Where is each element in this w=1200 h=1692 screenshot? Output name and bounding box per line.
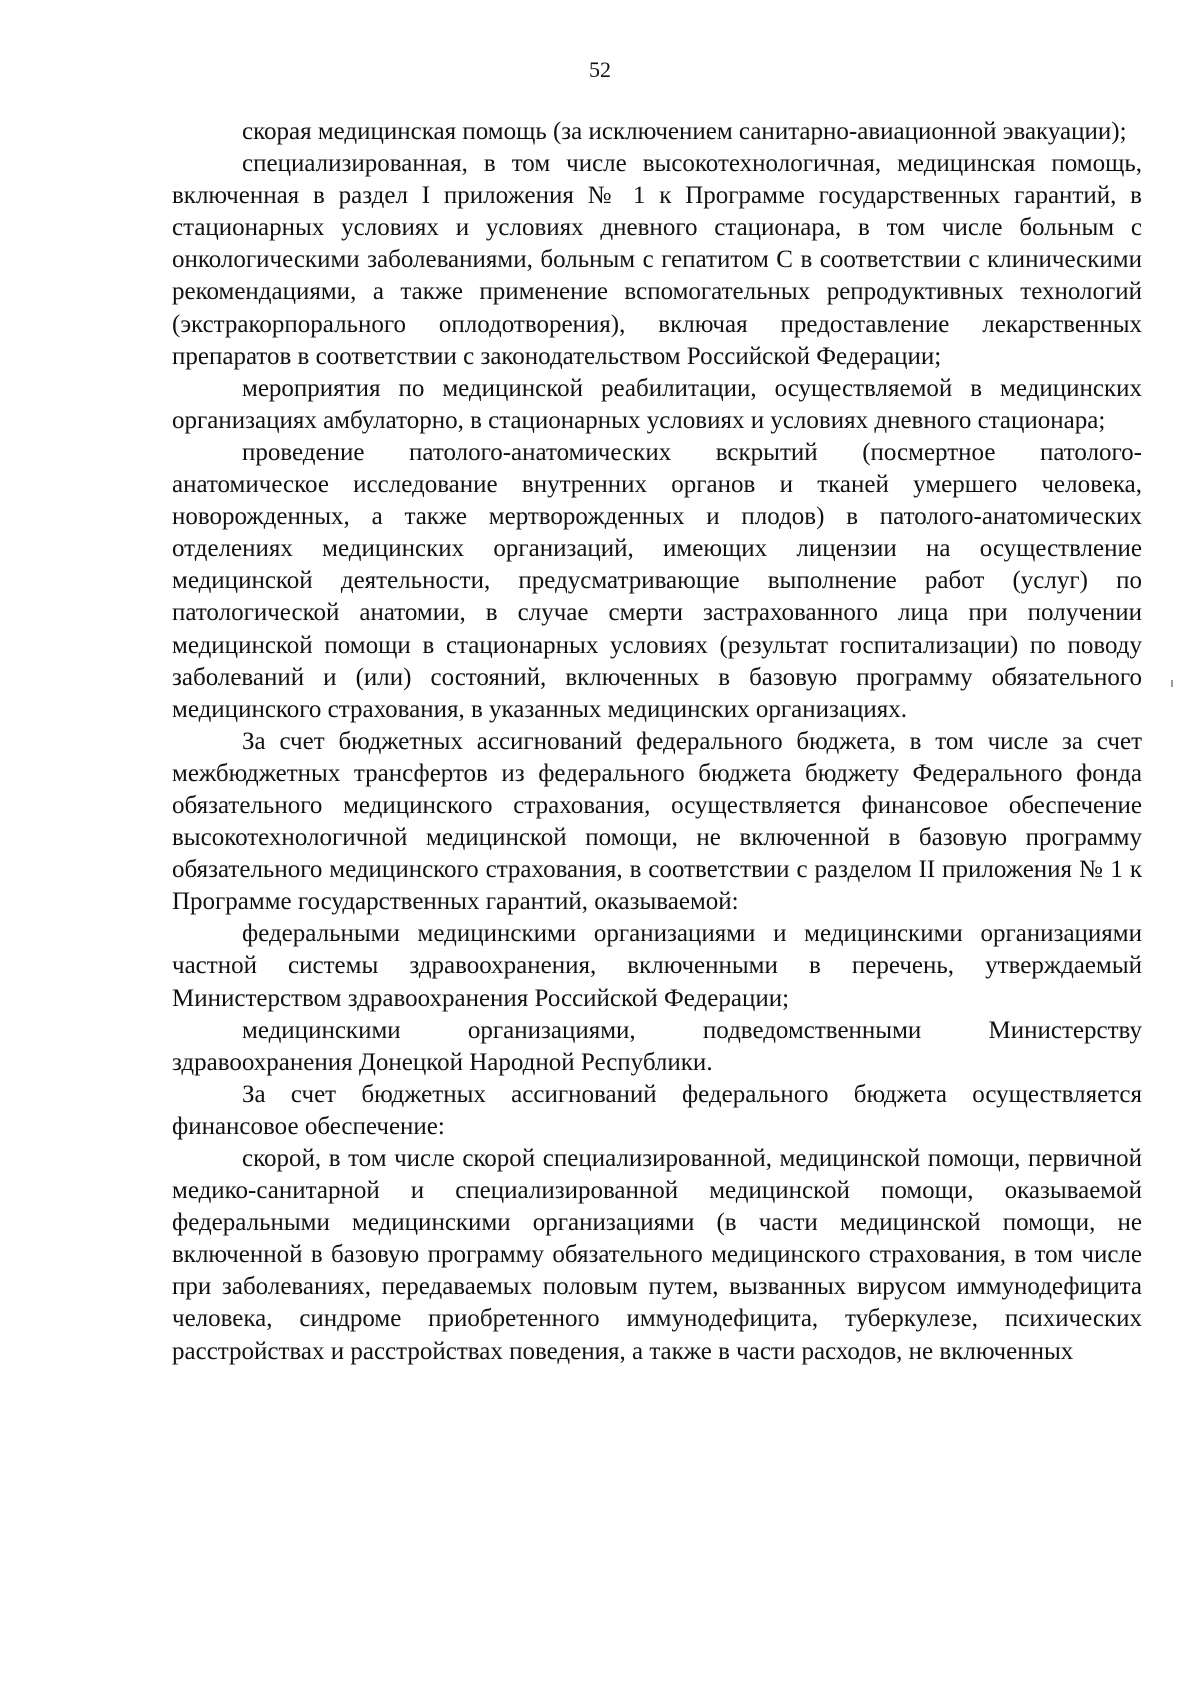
paragraph-federal-budget-financing: За счет бюджетных ассигнований федерального бюджета осуществляется финансовое обеспечение: — [172, 1080, 1142, 1140]
paragraph-rehabilitation: мероприятия по медицинской реабилитации, осуществляемой в медицинских организациях амбулаторно, в стационарных условиях и условиях дневного стационара; — [172, 374, 1142, 434]
paragraph-federal-organizations: федеральными медицинскими организациями и медицинскими организациями частной системы здравоохранения, включенными в перечень, утверждаемый Министерством здравоохранения Российской Федерации; — [172, 920, 1142, 1012]
paragraph-dpr-organizations: медицинскими организациями, подведомственными Министерству здравоохранения Донецкой Народной Республики. — [172, 1016, 1142, 1076]
scan-mark — [1171, 680, 1173, 687]
paragraph-federal-budget-hitech: За счет бюджетных ассигнований федерального бюджета, в том числе за счет межбюджетных трансфертов из федерального бюджета бюджету Федерального фонда обязательного медицинского страхования, осуществляется финансовое обеспечение высокотехнологичной медицинской помощи, не включенной в базовую программу обязательного медицинского страхования, в соответствии с разделом II приложения № 1 к Программе государственных гарантий, оказываемой: — [172, 727, 1142, 916]
paragraph-emergency-care: скорая медицинская помощь (за исключением санитарно-авиационной эвакуации); — [242, 118, 1127, 145]
page-number: 52 — [589, 57, 611, 82]
paragraph-emergency-primary-care: скорой, в том числе скорой специализированной, медицинской помощи, первичной медико-санитарной и специализированной медицинской помощи, оказываемой федеральными медицинскими организациями (в части медицинской помощи, не включенной в базовую программу обязательного медицинского страхования, в том числе при заболеваниях, передаваемых половым путем, вызванных вирусом иммунодефицита человека, синдроме приобретенного иммунодефицита, туберкулезе, психических расстройствах и расстройствах поведения, а также в части расходов, не включенных — [172, 1145, 1142, 1365]
paragraph-autopsies: проведение патолого-анатомических вскрытий (посмертное патолого-анатомическое исследование внутренних органов и тканей умершего человека, новорожденных, а также мертворожденных и плодов) в патолого-анатомических отделениях медицинских организаций, имеющих лицензии на осуществление медицинской деятельности, предусматривающие выполнение работ (услуг) по патологической анатомии, в случае смерти застрахованного лица при получении медицинской помощи в стационарных условиях (результат госпитализации) по поводу заболеваний и (или) состояний, включенных в базовую программу обязательного медицинского страхования, в указанных медицинских организациях. — [172, 438, 1142, 723]
document-body — [172, 116, 1142, 1368]
paragraph-specialized-care: специализированная, в том числе высокотехнологичная, медицинская помощь, включенная в раздел I приложения № 1 к Программе государственных гарантий, в стационарных условиях и условиях дневного стационара, в том числе больным с онкологическими заболеваниями, больным с гепатитом С в соответствии с клиническими рекомендациями, а также применение вспомогательных репродуктивных технологий (экстракорпорального оплодотворения), включая предоставление лекарственных препаратов в соответствии с законодательством Российской Федерации; — [172, 150, 1142, 370]
